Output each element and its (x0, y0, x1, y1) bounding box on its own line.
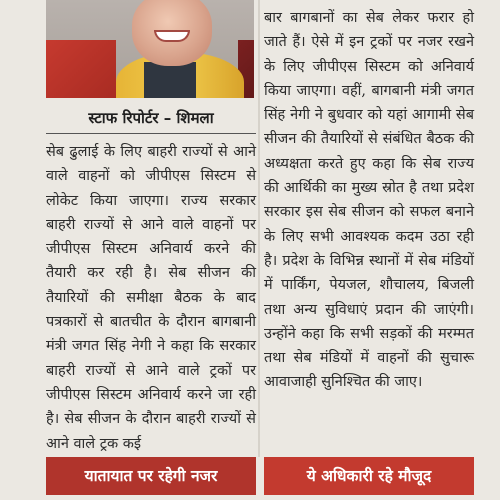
photo-background-left (46, 40, 116, 98)
article-paragraph: बार बागबानों का सेब लेकर फरार हो जाते हैं। ऐसे में इन ट्रकों पर नजर रखने के लिए जीपीएस सिस्टम को अनिवार्य किया जाएगा। वहीं, बागबानी मंत्री जगत सिंह नेगी ने बुधवार को यहां आगामी सेब सीजन की तैयारियों से संबंधित बैठक की अध्यक्षता करते हुए कहा कि सेब राज्य की आर्थिकी का मुख्य स्रोत है तथा प्रदेश सरकार इस सेब सीजन को सफल बनाने के लिए सभी आवश्यक कदम उठा रही है। प्रदेश के विभिन्न स्थानों में सेब मंडियों में पार्किंग, पेयजल, शौचालय, बिजली तथा अन्य सुविधाएं प्रदान की जाएंगी। उन्होंने कहा कि सभी सड़कों की मरम्मत तथा सेब मंडियों में वाहनों की सुचारू आवाजाही सुनिश्चित की जाए। (264, 10, 474, 391)
byline: स्टाफ रिपोर्टर – शिमला (46, 104, 256, 134)
subheading-officials: ये अधिकारी रहे मौजूद (264, 457, 474, 495)
minister-photo (46, 0, 254, 98)
article-column-right (264, 6, 474, 395)
article-paragraph: सेब ढुलाई के लिए बाहरी राज्यों से आने वाले वाहनों को जीपीएस सिस्टम से लोकेट किया जाएगा। राज्य सरकार बाहरी राज्यों से आने वाले वाहनों पर जीपीएस सिस्टम अनिवार्य करने की तैयारी कर रही है। सेब सीजन की तैयारियों की समीक्षा बैठक के बाद पत्रकारों से बातचीत के दौरान बागबानी मंत्री जगत सिंह नेगी ने कहा कि सरकार बाहरी राज्यों से आने वाले ट्रकों पर जीपीएस सिस्टम अनिवार्य करने जा रही है। सेब सीजन के दौरान बाहरी राज्यों से आने वाले ट्रक कई (46, 144, 256, 452)
article-column-left (46, 140, 256, 456)
subheading-traffic: यातायात पर रहेगी नजर (46, 457, 256, 495)
photo-coat (144, 62, 196, 98)
column-divider (258, 0, 260, 457)
